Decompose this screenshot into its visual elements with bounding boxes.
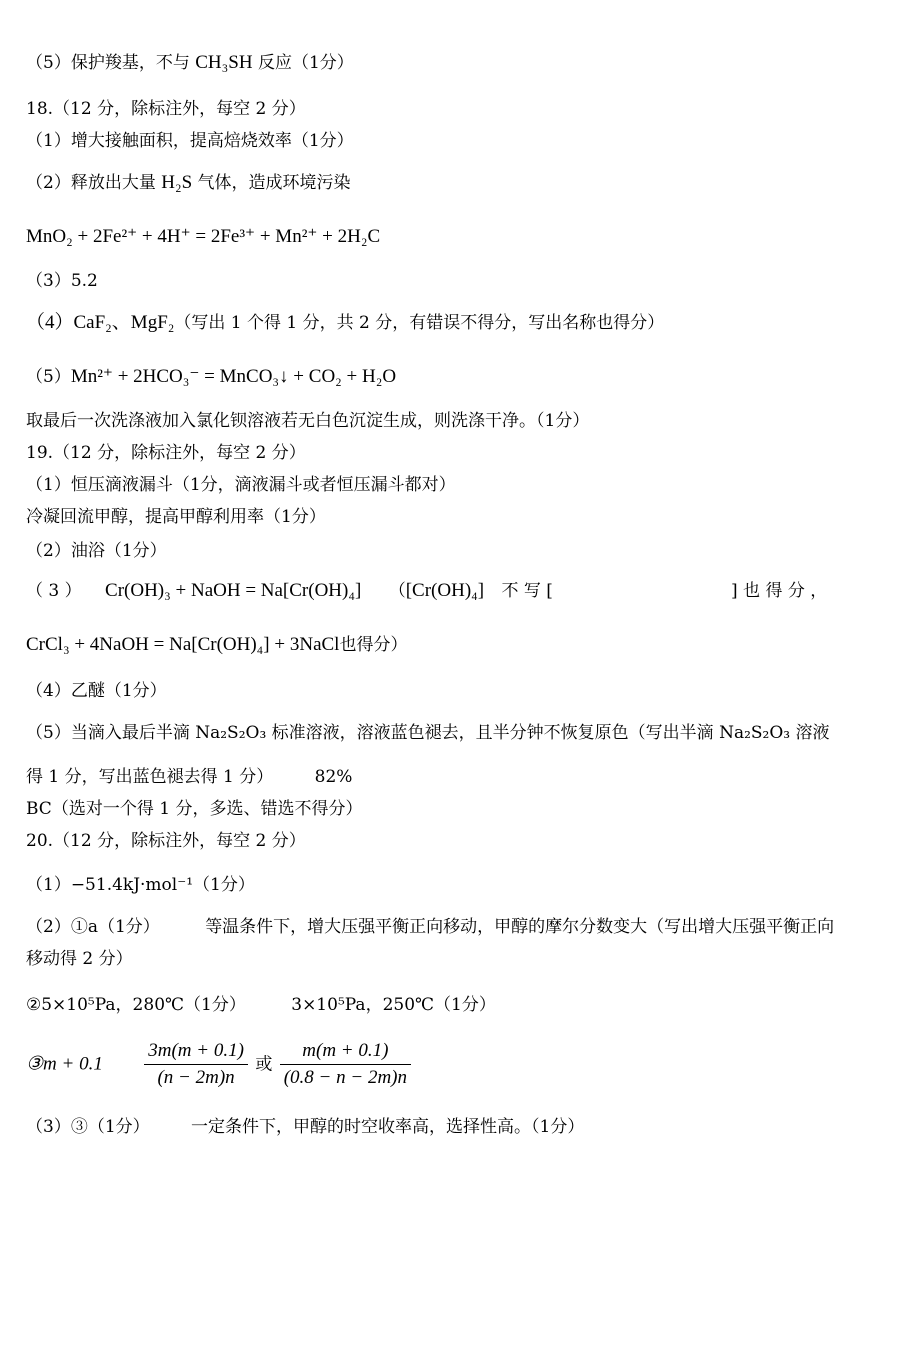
q19-2: （2）油浴（1分）	[26, 541, 167, 561]
q20-2b: ②5×10⁵Pa，280℃（1分） 3×10⁵Pa，250℃（1分）	[26, 995, 496, 1015]
q19-header: 19.（12 分，除标注外，每空 2 分）	[26, 443, 306, 463]
q18-header: 18.（12 分，除标注外，每空 2 分）	[26, 99, 306, 119]
q19-1b: 冷凝回流甲醇，提高甲醇利用率（1分）	[26, 507, 326, 527]
fraction-2: $\frac{m(m + 0.1)}{(0.8 - n - 2m)n}$	[280, 1040, 411, 1089]
q20-3: （3）③（1分） 一定条件下，甲醇的时空收率高，选择性高。（1分）	[26, 1117, 585, 1137]
q18-wash: 取最后一次洗涤液加入氯化钡溶液若无白色沉淀生成，则洗涤干净。（1分）	[26, 411, 590, 431]
q20-header: 20.（12 分，除标注外，每空 2 分）	[26, 831, 306, 851]
q18-1: （1）增大接触面积，提高焙烧效率（1分）	[26, 131, 354, 151]
q18-2: （2）释放出大量 H₂S 气体，造成环境污染	[26, 172, 351, 193]
fraction-1: $\frac{3m(m + 0.1)}{(n - 2m)n}$	[144, 1040, 248, 1089]
q19-4: （4）乙醚（1分）	[26, 681, 167, 701]
q19-5b: 得 1 分，写出蓝色褪去得 1 分） 82%	[26, 767, 353, 787]
q19-3-eq2: CrCl₃ + 4NaOH = Na[Cr(OH)₄] + 3NaCl也得分）	[26, 634, 408, 655]
answer-17-5: （5）保护羧基，不与 CH₃SH 反应（1分）	[26, 52, 354, 73]
q19-3: （ 3 ） Cr(OH)₃ + NaOH = Na[Cr(OH)₄] （[Cr(OH)₄] 不 写 [ ] 也 得 分 ，	[26, 580, 828, 601]
q19-bc: BC（选对一个得 1 分，多选、错选不得分）	[26, 799, 363, 819]
q18-3: （3）5.2	[26, 271, 98, 291]
q18-5: （5）Mn²⁺ + 2HCO₃⁻ = MnCO₃↓ + CO₂ + H₂O	[26, 366, 397, 387]
formula-h2s: H₂S	[161, 172, 193, 193]
q20-2a: （2）①a（1分） 等温条件下，增大压强平衡正向移动，甲醇的摩尔分数变大（写出增大压强平衡正向	[26, 917, 835, 937]
q20-2c: ③m + 0.1 $\frac{3m(m + 0.1)}{(n - 2m)n}$ 或 $\frac{m(m + 0.1)}{(0.8 - n - 2m)n}$	[26, 1040, 413, 1089]
q20-1: （1）−51.4kJ·mol⁻¹（1分）	[26, 875, 255, 895]
q18-equation: MnO₂ + 2Fe²⁺ + 4H⁺ = 2Fe³⁺ + Mn²⁺ + 2H₂C	[26, 226, 381, 247]
q19-1: （1）恒压滴液漏斗（1分，滴液漏斗或者恒压漏斗都对）	[26, 475, 456, 495]
q18-4: （4）CaF₂、MgF₂（写出 1 个得 1 分，共 2 分，有错误不得分，写出名称也得分）	[26, 312, 665, 333]
q20-2a-cont: 移动得 2 分）	[26, 949, 133, 969]
q19-5: （5）当滴入最后半滴 Na₂S₂O₃ 标准溶液，溶液蓝色褪去，且半分钟不恢复原色（写出半滴 Na₂S₂O₃ 溶液	[26, 723, 830, 743]
formula-ch3sh: CH₃SH	[195, 52, 253, 73]
